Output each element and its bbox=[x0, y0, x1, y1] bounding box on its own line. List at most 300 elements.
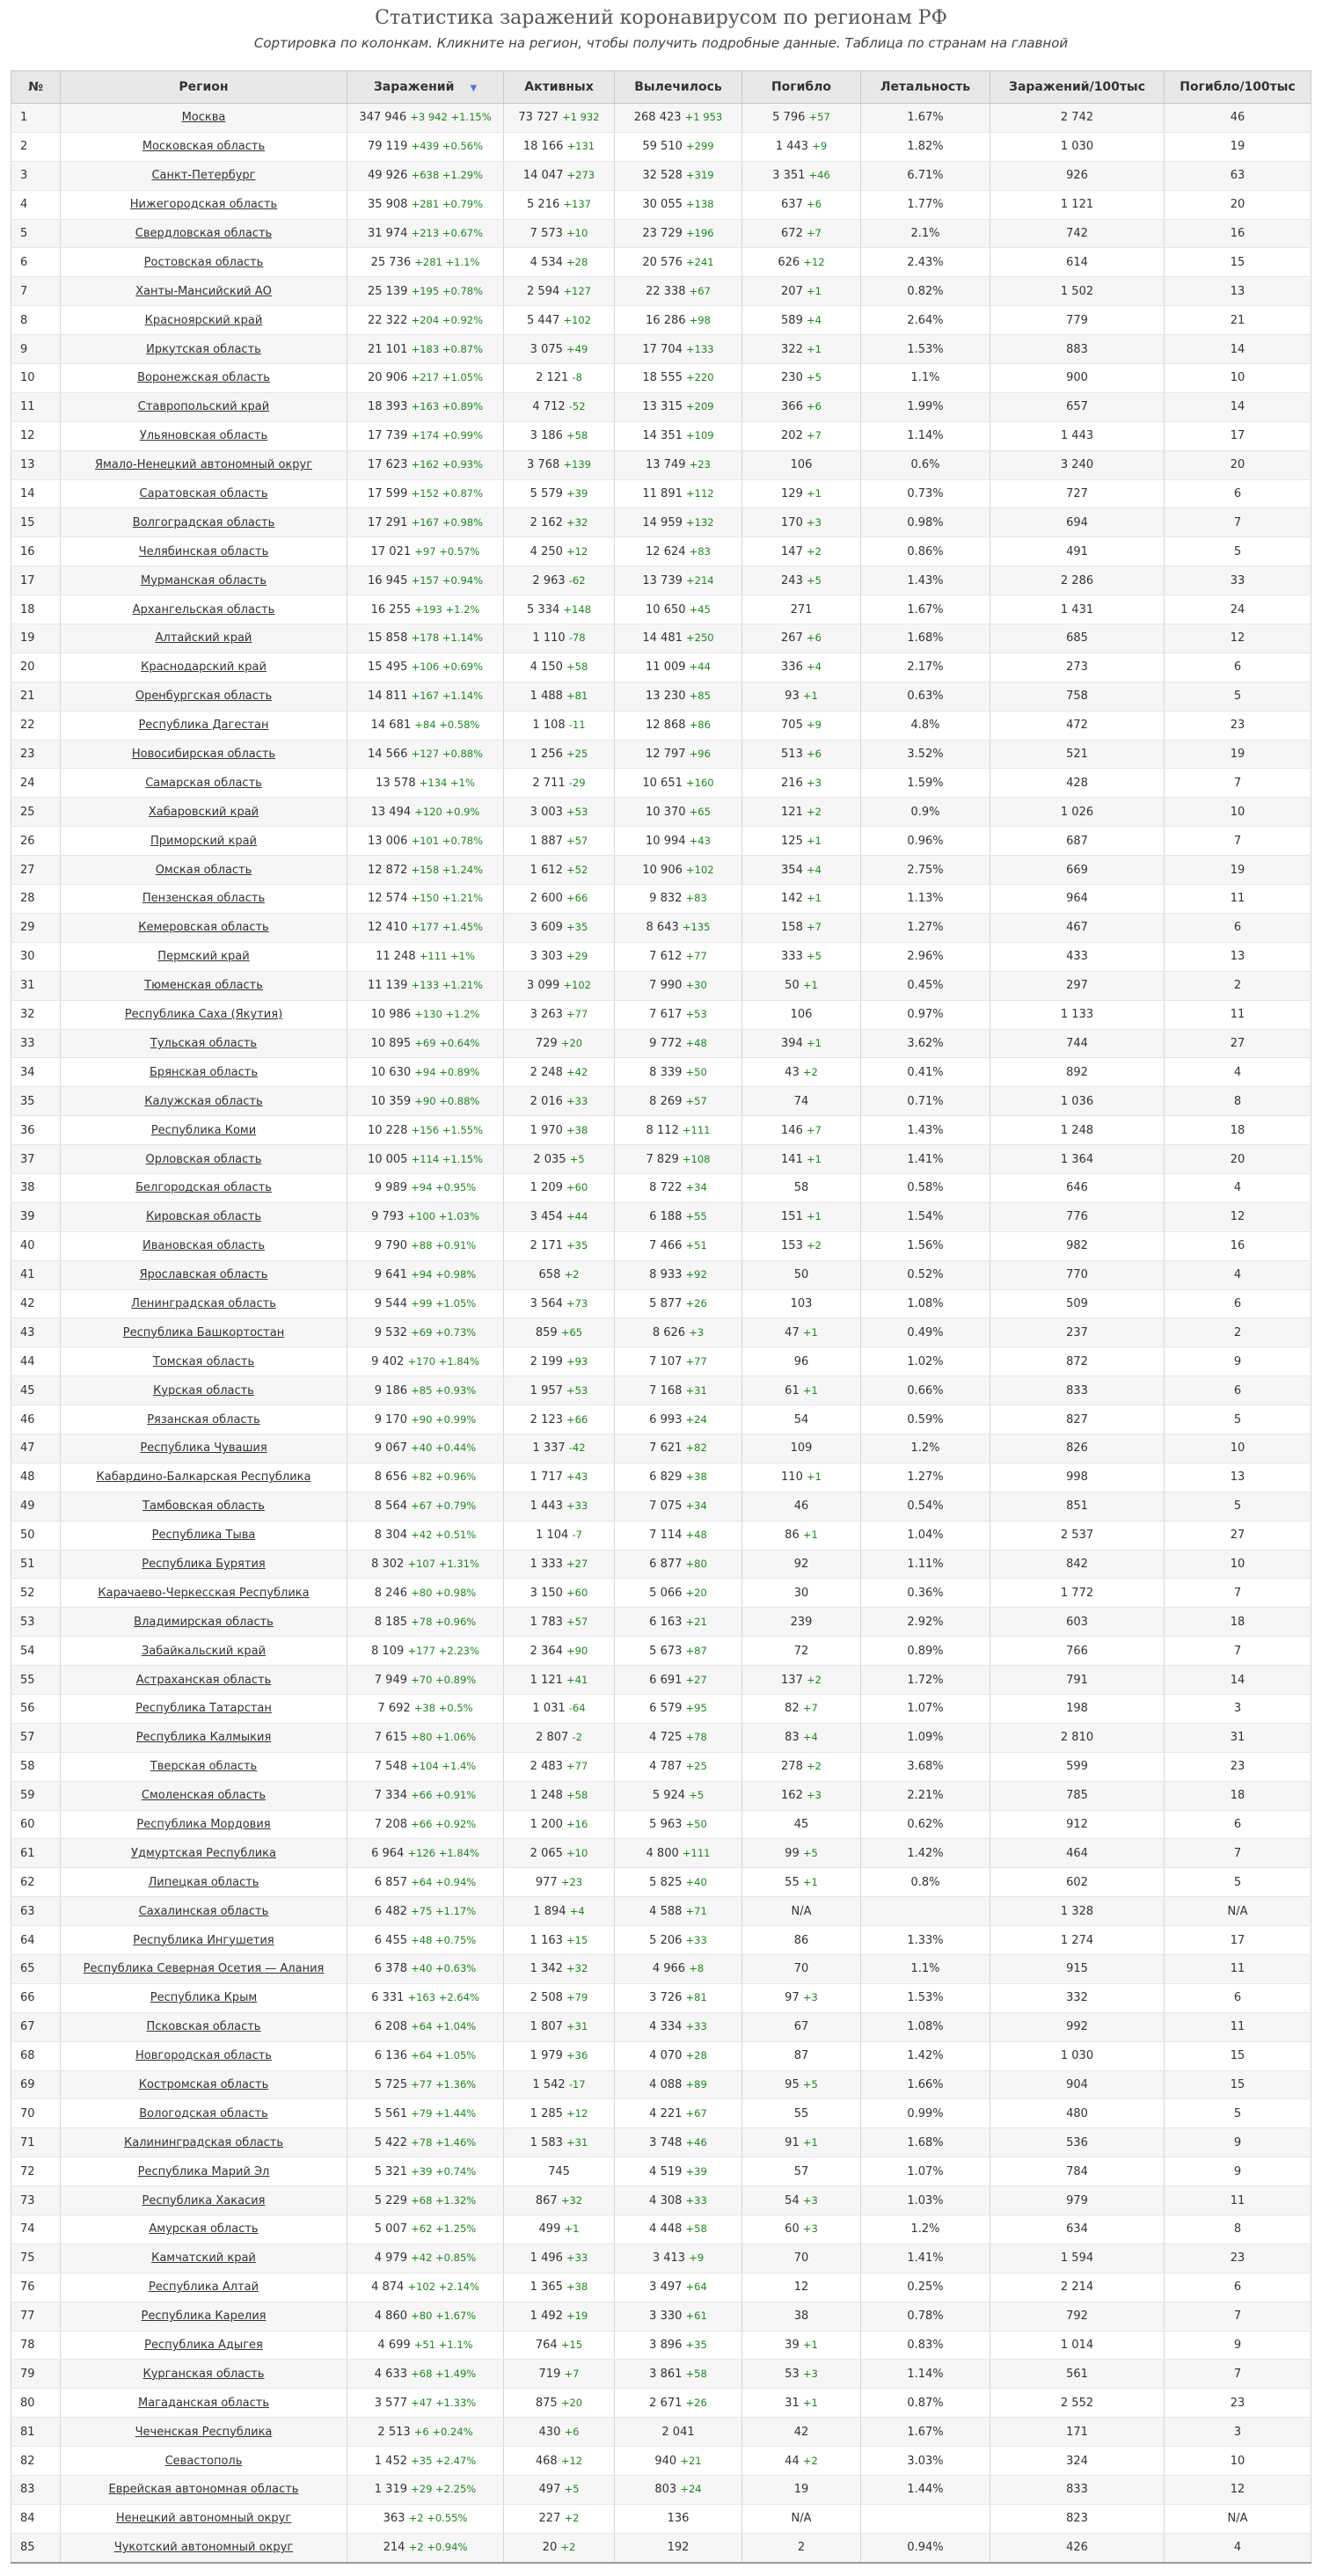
active-delta: +33 bbox=[566, 1094, 588, 1107]
cell-deaths-per-100k bbox=[1165, 1694, 1311, 1723]
infected-per-100k-value: 833 bbox=[1066, 2483, 1088, 2497]
active-delta: +6 bbox=[564, 2425, 580, 2438]
deaths-per-100k-value: 9 bbox=[1233, 2164, 1242, 2178]
cell-deaths-per-100k bbox=[1165, 2244, 1311, 2273]
region-link[interactable]: Республика Дагестан bbox=[138, 719, 269, 733]
table-row bbox=[11, 2273, 1311, 2302]
cell-infected-per-100k bbox=[990, 1666, 1165, 1695]
infected-delta: +193 +1.2% bbox=[414, 602, 480, 616]
region-link[interactable]: Республика Мордовия bbox=[136, 1817, 271, 1831]
recovered-delta: +45 bbox=[689, 602, 711, 616]
deaths-per-100k-value: 21 bbox=[1230, 313, 1245, 327]
deaths-delta: +2 bbox=[807, 1673, 822, 1686]
recovered-delta: +138 bbox=[686, 198, 714, 211]
active-delta: +10 bbox=[566, 227, 588, 239]
header-region[interactable]: Регион bbox=[61, 71, 347, 104]
region-link[interactable]: Пензенская область bbox=[142, 892, 266, 906]
cell-region bbox=[61, 1955, 347, 1984]
region-link[interactable]: Чукотский автономный округ bbox=[113, 2541, 294, 2555]
cell-region bbox=[61, 885, 347, 914]
deaths-per-100k-value: 12 bbox=[1230, 2483, 1245, 2497]
deaths-value: 142 bbox=[781, 892, 803, 906]
region-link[interactable]: Республика Чувашия bbox=[140, 1441, 267, 1456]
cell-number bbox=[11, 769, 61, 798]
deaths-per-100k-value: 14 bbox=[1230, 1673, 1245, 1687]
deaths-value: 61 bbox=[785, 1383, 800, 1397]
active-value: 875 bbox=[535, 2396, 558, 2410]
cell-active bbox=[504, 2389, 615, 2418]
cell-number bbox=[11, 2244, 61, 2273]
region-link[interactable]: Ханты-Мансийский АО bbox=[135, 284, 272, 298]
header-deaths-per-100k[interactable]: Погибло/100тыс bbox=[1165, 71, 1311, 104]
region-link[interactable]: Красноярский край bbox=[144, 313, 263, 327]
cell-lethality bbox=[861, 190, 990, 219]
cell-deaths-per-100k bbox=[1165, 508, 1311, 537]
region-link[interactable]: Ненецкий автономный округ bbox=[115, 2512, 292, 2526]
row-number: 7 bbox=[20, 284, 28, 298]
deaths-per-100k-value: 3 bbox=[1233, 2425, 1242, 2439]
infected-value: 214 bbox=[383, 2541, 405, 2555]
region-link[interactable]: Карачаево-Черкесская Республика bbox=[98, 1586, 310, 1600]
active-value: 5 447 bbox=[527, 313, 560, 327]
cell-number bbox=[11, 711, 61, 740]
active-value: 2 508 bbox=[530, 1991, 563, 2005]
cell-region bbox=[61, 2533, 347, 2562]
deaths-per-100k-value: 23 bbox=[1230, 1760, 1245, 1774]
infected-delta: +130 +1.2% bbox=[414, 1008, 480, 1021]
deaths-delta: +4 bbox=[802, 1731, 818, 1744]
header-lethality[interactable]: Летальность bbox=[861, 71, 990, 104]
cell-deaths bbox=[742, 769, 861, 798]
cell-deaths-per-100k bbox=[1165, 942, 1311, 971]
cell-infected bbox=[347, 740, 504, 769]
recovered-delta: +26 bbox=[685, 1296, 707, 1310]
deaths-value: 705 bbox=[781, 719, 803, 733]
active-delta: +33 bbox=[566, 2251, 588, 2265]
infected-value: 13 578 bbox=[376, 776, 416, 790]
region-link[interactable]: Калининградская область bbox=[124, 2135, 283, 2149]
active-value: 1 104 bbox=[536, 1529, 569, 1543]
cell-deaths bbox=[742, 1897, 861, 1926]
cell-lethality bbox=[861, 2041, 990, 2070]
region-link[interactable]: Санкт-Петербург bbox=[151, 169, 256, 183]
region-link[interactable]: Владимирская область bbox=[134, 1615, 274, 1629]
region-link[interactable]: Республика Алтай bbox=[148, 2280, 259, 2295]
cell-deaths-per-100k bbox=[1165, 2360, 1311, 2389]
infected-value: 6 378 bbox=[374, 1962, 407, 1976]
deaths-delta: +7 bbox=[802, 1702, 818, 1715]
region-link[interactable]: Челябинская область bbox=[138, 544, 269, 558]
infected-per-100k-value: 428 bbox=[1066, 776, 1088, 790]
recovered-value: 6 163 bbox=[649, 1615, 683, 1629]
recovered-value: 7 829 bbox=[646, 1152, 679, 1166]
active-delta: +31 bbox=[566, 2020, 588, 2033]
active-value: 2 963 bbox=[532, 573, 566, 587]
active-value: 3 564 bbox=[530, 1296, 563, 1310]
region-link[interactable]: Республика Коми bbox=[150, 1123, 257, 1137]
infected-value: 4 699 bbox=[377, 2339, 411, 2353]
active-delta: +57 bbox=[566, 834, 588, 847]
cell-active bbox=[504, 1463, 615, 1492]
region-link[interactable]: Ярославская область bbox=[139, 1268, 268, 1282]
region-link[interactable]: Костромская область bbox=[138, 2078, 269, 2091]
region-link[interactable]: Кировская область bbox=[145, 1210, 262, 1224]
region-link[interactable]: Воронежская область bbox=[137, 371, 270, 385]
infected-delta: +51 +1.1% bbox=[413, 2339, 473, 2352]
deaths-value: 43 bbox=[785, 1065, 800, 1079]
region-link[interactable]: Мурманская область bbox=[141, 573, 267, 587]
infected-delta: +80 +0.98% bbox=[411, 1586, 477, 1599]
region-link[interactable]: Хабаровский край bbox=[148, 805, 259, 819]
cell-recovered bbox=[615, 2186, 742, 2215]
active-delta: +53 bbox=[566, 1383, 588, 1397]
cell-number bbox=[11, 2099, 61, 2128]
region-link[interactable]: Республика Карелия bbox=[141, 2310, 267, 2324]
lethality-value: 3.68% bbox=[907, 1760, 944, 1774]
cell-deaths bbox=[742, 2447, 861, 2476]
region-link[interactable]: Республика Бурятия bbox=[142, 1557, 266, 1571]
region-link[interactable]: Рязанская область bbox=[147, 1412, 260, 1427]
recovered-value: 4 519 bbox=[649, 2164, 683, 2178]
deaths-value: 230 bbox=[781, 371, 803, 385]
deaths-per-100k-value: 5 bbox=[1233, 1875, 1242, 1889]
cell-number bbox=[11, 1897, 61, 1926]
region-link[interactable]: Республика Марий Эл bbox=[137, 2164, 270, 2178]
cell-recovered bbox=[615, 2244, 742, 2273]
region-link[interactable]: Курганская область bbox=[142, 2367, 265, 2381]
deaths-per-100k-value: 63 bbox=[1230, 169, 1245, 183]
infected-value: 8 564 bbox=[374, 1500, 407, 1514]
lethality-value: 2.1% bbox=[910, 227, 940, 240]
region-link[interactable]: Волгоградская область bbox=[132, 515, 275, 529]
cell-recovered bbox=[615, 392, 742, 421]
cell-lethality bbox=[861, 1550, 990, 1579]
cell-infected bbox=[347, 364, 504, 393]
region-link[interactable]: Томская область bbox=[152, 1354, 255, 1368]
row-number: 22 bbox=[20, 719, 35, 733]
cell-infected-per-100k bbox=[990, 2504, 1165, 2533]
region-link[interactable]: Республика Башкортостан bbox=[122, 1325, 285, 1339]
region-link[interactable]: Смоленская область bbox=[141, 1789, 267, 1803]
cell-deaths bbox=[742, 421, 861, 450]
header-recovered[interactable]: Вылечилось bbox=[615, 71, 742, 104]
header-number[interactable]: № bbox=[11, 71, 61, 104]
region-link[interactable]: Орловская область bbox=[145, 1152, 262, 1166]
cell-recovered bbox=[615, 682, 742, 711]
cell-active bbox=[504, 1202, 615, 1231]
region-link[interactable]: Магаданская область bbox=[138, 2396, 269, 2410]
cell-deaths bbox=[742, 2186, 861, 2215]
active-value: 1 110 bbox=[532, 631, 566, 646]
region-link[interactable]: Тульская область bbox=[150, 1036, 258, 1050]
cell-recovered bbox=[615, 104, 742, 133]
infected-delta: +101 +0.78% bbox=[411, 834, 484, 847]
row-number: 21 bbox=[20, 690, 35, 704]
lethality-value: 1.33% bbox=[907, 1933, 944, 1947]
cell-deaths-per-100k bbox=[1165, 1289, 1311, 1318]
region-link[interactable]: Республика Ингушетия bbox=[133, 1933, 274, 1947]
deaths-per-100k-value: 11 bbox=[1230, 1962, 1245, 1976]
active-delta: +77 bbox=[566, 1008, 588, 1021]
deaths-delta: +3 bbox=[802, 2367, 818, 2380]
cell-deaths-per-100k bbox=[1165, 971, 1311, 1000]
region-link[interactable]: Чеченская Республика bbox=[135, 2425, 273, 2439]
recovered-value: 14 959 bbox=[642, 515, 683, 529]
lethality-value: 0.98% bbox=[907, 515, 944, 529]
region-link[interactable]: Иркутская область bbox=[146, 342, 261, 356]
row-number: 6 bbox=[20, 255, 28, 269]
infected-delta: +82 +0.96% bbox=[411, 1470, 477, 1484]
cell-infected bbox=[347, 537, 504, 566]
deaths-delta: +3 bbox=[802, 2193, 818, 2207]
cell-region bbox=[61, 421, 347, 450]
cell-region bbox=[61, 537, 347, 566]
region-link[interactable]: Камчатский край bbox=[151, 2251, 256, 2266]
cell-deaths-per-100k bbox=[1165, 1347, 1311, 1376]
cell-recovered bbox=[615, 1608, 742, 1637]
row-number: 63 bbox=[20, 1904, 35, 1918]
header-deaths[interactable]: Погибло bbox=[742, 71, 861, 104]
infected-delta: +70 +0.89% bbox=[411, 1673, 477, 1686]
cell-number bbox=[11, 277, 61, 306]
active-delta: +58 bbox=[566, 429, 588, 442]
cell-deaths bbox=[742, 2099, 861, 2128]
infected-per-100k-value: 2 810 bbox=[1060, 1731, 1094, 1745]
deaths-delta: +1 bbox=[807, 1210, 822, 1223]
cell-number bbox=[11, 1752, 61, 1781]
infected-delta: +79 +1.44% bbox=[411, 2106, 477, 2120]
lethality-value: 2.75% bbox=[907, 863, 944, 877]
infected-value: 5 229 bbox=[374, 2193, 407, 2207]
region-link[interactable]: Ленинградская область bbox=[131, 1296, 276, 1310]
region-link[interactable]: Саратовская область bbox=[139, 487, 268, 501]
region-link[interactable]: Московская область bbox=[142, 140, 266, 154]
region-link[interactable]: Тверская область bbox=[150, 1760, 258, 1774]
table-row bbox=[11, 1463, 1311, 1492]
cell-region bbox=[61, 2128, 347, 2157]
cell-number bbox=[11, 798, 61, 827]
infected-value: 10 359 bbox=[370, 1094, 412, 1108]
region-link[interactable]: Республика Калмыкия bbox=[135, 1731, 272, 1745]
region-link[interactable]: Липецкая область bbox=[148, 1875, 259, 1889]
infected-value: 7 548 bbox=[374, 1760, 407, 1774]
region-link[interactable]: Сахалинская область bbox=[138, 1904, 269, 1918]
infected-delta: +163 +0.89% bbox=[411, 400, 484, 413]
lethality-value: 1.66% bbox=[907, 2078, 944, 2091]
recovered-delta: +20 bbox=[685, 1586, 707, 1599]
active-delta: +52 bbox=[566, 863, 588, 876]
table-row bbox=[11, 1752, 1311, 1781]
infected-value: 6 136 bbox=[374, 2049, 407, 2063]
region-link[interactable]: Архангельская область bbox=[132, 602, 275, 617]
row-number: 71 bbox=[20, 2135, 35, 2149]
recovered-delta: +58 bbox=[685, 2367, 707, 2380]
row-number: 81 bbox=[20, 2425, 35, 2439]
cell-infected-per-100k bbox=[990, 2418, 1165, 2447]
deaths-per-100k-value: 4 bbox=[1233, 1065, 1242, 1079]
cell-infected bbox=[347, 2244, 504, 2273]
active-value: 719 bbox=[538, 2367, 561, 2381]
recovered-delta: +214 bbox=[686, 573, 714, 587]
region-link[interactable]: Республика Тыва bbox=[151, 1529, 256, 1543]
recovered-delta: +21 bbox=[680, 2454, 702, 2467]
lethality-value: 2.17% bbox=[907, 660, 944, 675]
infected-value: 9 532 bbox=[374, 1325, 407, 1339]
region-link[interactable]: Новосибирская область bbox=[131, 748, 276, 762]
region-link[interactable]: Забайкальский край bbox=[141, 1644, 267, 1658]
cell-number bbox=[11, 1405, 61, 1434]
region-link[interactable]: Курская область bbox=[153, 1383, 254, 1397]
infected-delta: +42 +0.85% bbox=[411, 2251, 477, 2265]
infected-value: 6 208 bbox=[374, 2020, 407, 2034]
cell-recovered bbox=[615, 277, 742, 306]
infected-per-100k-value: 826 bbox=[1066, 1441, 1088, 1456]
cell-deaths bbox=[742, 1000, 861, 1029]
region-link[interactable]: Калужская область bbox=[144, 1094, 263, 1108]
cell-deaths-per-100k bbox=[1165, 769, 1311, 798]
region-link[interactable]: Севастополь bbox=[164, 2454, 243, 2468]
deaths-per-100k-value: 4 bbox=[1233, 1268, 1242, 1282]
header-active[interactable]: Активных bbox=[504, 71, 615, 104]
region-link[interactable]: Нижегородская область bbox=[129, 198, 278, 212]
cell-deaths-per-100k bbox=[1165, 479, 1311, 508]
cell-active bbox=[504, 335, 615, 364]
active-value: 1 496 bbox=[530, 2251, 563, 2266]
region-link[interactable]: Кабардино-Балкарская Республика bbox=[96, 1470, 311, 1485]
infected-value: 17 599 bbox=[367, 487, 408, 501]
infected-value: 4 979 bbox=[374, 2251, 407, 2266]
row-number: 23 bbox=[20, 748, 35, 762]
active-value: 1 957 bbox=[530, 1383, 563, 1397]
deaths-per-100k-value: 2 bbox=[1233, 979, 1242, 993]
deaths-value: 153 bbox=[781, 1239, 803, 1253]
cell-active bbox=[504, 1347, 615, 1376]
recovered-value: 8 722 bbox=[649, 1181, 683, 1195]
cell-region bbox=[61, 653, 347, 682]
region-link[interactable]: Приморский край bbox=[150, 834, 258, 848]
region-link[interactable]: Республика Северная Осетия — Алания bbox=[83, 1962, 325, 1976]
cell-region bbox=[61, 1983, 347, 2012]
region-link[interactable]: Белгородская область bbox=[135, 1181, 272, 1195]
region-link[interactable]: Москва bbox=[181, 111, 226, 125]
deaths-per-100k-value: 9 bbox=[1233, 2339, 1242, 2353]
region-link[interactable]: Ростовская область bbox=[143, 255, 264, 269]
cell-deaths-per-100k bbox=[1165, 1810, 1311, 1839]
cell-infected-per-100k bbox=[990, 161, 1165, 190]
cell-recovered bbox=[615, 1318, 742, 1347]
region-link[interactable]: Тамбовская область bbox=[142, 1500, 265, 1514]
region-link[interactable]: Ставропольский край bbox=[137, 400, 270, 414]
infected-delta: +281 +0.79% bbox=[411, 198, 484, 211]
cell-infected-per-100k bbox=[990, 1897, 1165, 1926]
region-link[interactable]: Республика Хакасия bbox=[142, 2193, 266, 2207]
region-link[interactable]: Свердловская область bbox=[135, 227, 273, 240]
active-delta: +1 bbox=[564, 2222, 580, 2236]
region-link[interactable]: Республика Саха (Якутия) bbox=[124, 1008, 283, 1022]
region-link[interactable]: Ямало-Ненецкий автономный округ bbox=[94, 458, 313, 472]
cell-recovered bbox=[615, 1897, 742, 1926]
cell-number bbox=[11, 1347, 61, 1376]
region-link[interactable]: Тюменская область bbox=[144, 979, 263, 993]
cell-infected-per-100k bbox=[990, 508, 1165, 537]
header-infected-per-100k[interactable]: Заражений/100тыс bbox=[990, 71, 1165, 104]
infected-delta: +107 +1.31% bbox=[407, 1557, 479, 1570]
lethality-value: 0.63% bbox=[907, 690, 944, 704]
deaths-value: 74 bbox=[793, 1094, 809, 1108]
cell-recovered bbox=[615, 942, 742, 971]
cell-infected bbox=[347, 1347, 504, 1376]
lethality-value: 1.72% bbox=[907, 1673, 944, 1687]
region-link[interactable]: Оренбургская область bbox=[135, 690, 273, 704]
deaths-delta: +2 bbox=[802, 2454, 818, 2467]
region-link[interactable]: Астраханская область bbox=[135, 1673, 272, 1687]
recovered-value: 7 617 bbox=[649, 1008, 683, 1022]
region-link[interactable]: Республика Адыгея bbox=[144, 2339, 263, 2353]
region-link[interactable]: Вологодская область bbox=[139, 2106, 268, 2120]
table-row bbox=[11, 913, 1311, 942]
lethality-value: 1.99% bbox=[907, 400, 944, 414]
infected-per-100k-value: 1 274 bbox=[1060, 1933, 1094, 1947]
region-link[interactable]: Новгородская область bbox=[135, 2049, 272, 2063]
infected-value: 7 615 bbox=[374, 1731, 407, 1745]
region-link[interactable]: Алтайский край bbox=[155, 631, 252, 646]
cell-recovered bbox=[615, 827, 742, 856]
lethality-value: 1.1% bbox=[910, 1962, 940, 1976]
cell-infected bbox=[347, 1058, 504, 1087]
cell-infected-per-100k bbox=[990, 1781, 1165, 1810]
region-link[interactable]: Кемеровская область bbox=[138, 921, 269, 935]
region-link[interactable]: Амурская область bbox=[149, 2222, 259, 2237]
cell-number bbox=[11, 161, 61, 190]
table-row bbox=[11, 1376, 1311, 1405]
deaths-delta: +4 bbox=[807, 660, 822, 674]
region-link[interactable]: Пермский край bbox=[157, 950, 250, 964]
region-link[interactable]: Омская область bbox=[155, 863, 252, 877]
region-link[interactable]: Республика Крым bbox=[150, 1991, 258, 2005]
region-link[interactable]: Краснодарский край bbox=[141, 660, 267, 675]
region-link[interactable]: Псковская область bbox=[146, 2020, 261, 2034]
cell-deaths-per-100k bbox=[1165, 1926, 1311, 1955]
region-link[interactable]: Брянская область bbox=[149, 1065, 259, 1079]
region-link[interactable]: Еврейская автономная область bbox=[108, 2483, 299, 2497]
cell-infected-per-100k bbox=[990, 132, 1165, 161]
cell-infected-per-100k bbox=[990, 566, 1165, 595]
recovered-value: 4 070 bbox=[649, 2049, 683, 2063]
cell-infected bbox=[347, 885, 504, 914]
region-link[interactable]: Ивановская область bbox=[142, 1239, 265, 1253]
table-row bbox=[11, 1231, 1311, 1260]
region-link[interactable]: Ульяновская область bbox=[139, 429, 268, 443]
cell-lethality bbox=[861, 885, 990, 914]
active-value: 1 333 bbox=[530, 1557, 563, 1571]
region-link[interactable]: Самарская область bbox=[145, 776, 262, 790]
cell-lethality bbox=[861, 2244, 990, 2273]
recovered-delta: +92 bbox=[685, 1268, 707, 1281]
infected-delta: +158 +1.24% bbox=[411, 863, 484, 876]
recovered-value: 4 308 bbox=[649, 2193, 683, 2207]
cell-infected bbox=[347, 1029, 504, 1058]
infected-delta: +66 +0.92% bbox=[411, 1817, 477, 1830]
cell-recovered bbox=[615, 132, 742, 161]
region-link[interactable]: Удмуртская Республика bbox=[131, 1846, 276, 1860]
header-infected[interactable] bbox=[347, 71, 504, 104]
lethality-value: 0.87% bbox=[907, 2396, 944, 2410]
active-value: 2 016 bbox=[530, 1094, 563, 1108]
active-value: 745 bbox=[548, 2164, 570, 2178]
active-delta: +60 bbox=[566, 1586, 588, 1599]
cell-lethality bbox=[861, 2157, 990, 2186]
region-link[interactable]: Республика Татарстан bbox=[135, 1702, 272, 1716]
